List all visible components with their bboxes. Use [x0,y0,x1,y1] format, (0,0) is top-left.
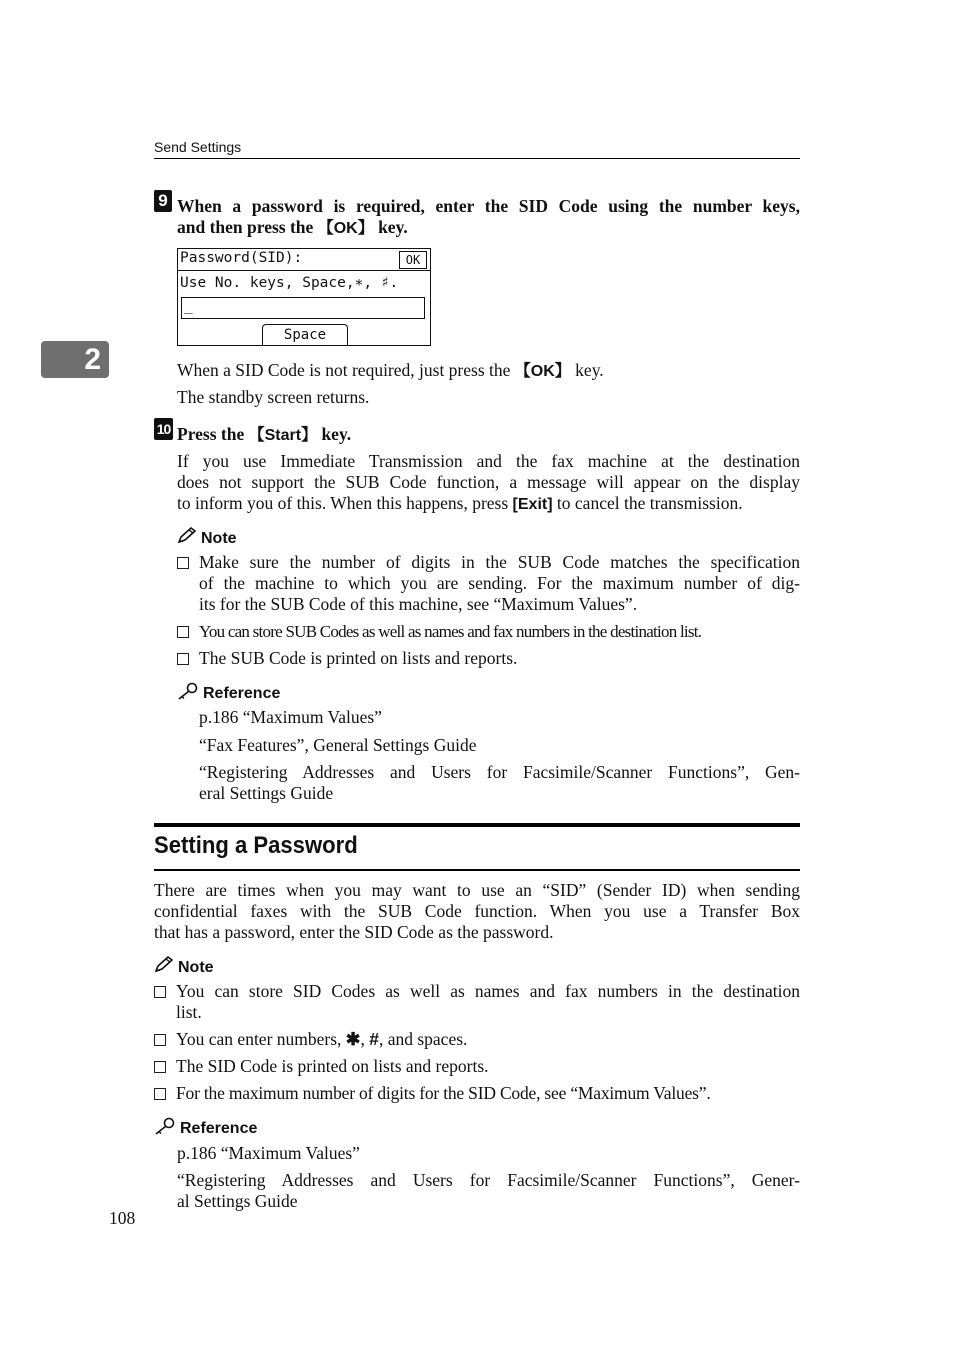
key-icon [154,1117,176,1135]
lcd-cursor: _ [184,298,193,314]
section-paragraph [154,880,800,943]
note-heading-2 [154,956,214,977]
pencil-icon [177,527,197,545]
note1-item-1 [177,552,800,615]
note2-item-3-text: The SID Code is printed on lists and reports. [176,1056,489,1076]
step10-para-line3 [177,493,800,515]
reference-heading-1-text: Reference [203,685,281,702]
checkbox-icon [154,986,166,998]
step-number-9: 9 [154,190,172,212]
exit-key-label: [Exit] [512,496,553,513]
section-para-l3: that has a password, enter the SID Code as the password. [154,922,554,942]
lcd-space-button[interactable]: Space [262,324,348,345]
note2-item-1 [154,981,800,1023]
reference2-link-2[interactable] [177,1170,800,1212]
note1-item-3-text: The SUB Code is printed on lists and reports. [199,648,518,668]
section-para-l2: confidential faxes with the SUB Code function. When you use a Transfer Box [154,901,800,921]
lcd-display [177,248,431,346]
section-title: Setting a Password [154,832,358,859]
start-key-label: 【Start】 [248,427,318,444]
note-heading-2-text: Note [178,959,214,976]
checkbox-icon [177,653,189,665]
lcd-title-row [178,249,430,271]
reference1-link-3-l1: “Registering Addresses and Users for Facsimile/Scanner Functions”, Gen- [199,762,800,782]
step9-note-line1 [177,360,604,382]
reference1-link-2[interactable]: “Fax Features”, General Settings Guide [199,735,477,755]
note-heading-1 [177,527,237,548]
step9-note-line2: The standby screen returns. [177,387,370,407]
step9-after-post: key. [570,360,604,380]
step10-para-line3-pre: to inform you of this. When this happens, press [177,493,513,513]
chapter-tab: 2 [41,341,109,378]
step10-post: key. [317,424,352,444]
note2-item-1-text [176,981,800,1023]
note2-item-2-mid: , [360,1029,370,1049]
note1-item-1-l3: its for the SUB Code of this machine, see “Maximum Values”. [199,594,638,614]
checkbox-icon [154,1061,166,1073]
reference2-link-2-l2: al Settings Guide [177,1191,298,1211]
note2-item-2-post: , and spaces. [378,1029,468,1049]
reference1-link-3-l2: eral Settings Guide [199,783,334,803]
checkbox-icon [177,626,189,638]
note1-item-2-text: You can store SUB Codes as well as names and fax numbers in the destination list. [199,622,702,641]
note2-item-2 [154,1029,800,1050]
note2-item-1-l2: list. [176,1002,202,1022]
reference1-link-1[interactable]: p.186 “Maximum Values” [199,707,382,727]
star-key-icon: ✱ [345,1029,361,1049]
checkbox-icon [154,1034,166,1046]
reference-heading-1 [177,682,280,703]
note1-item-3 [177,648,800,669]
reference2-link-2-l1: “Registering Addresses and Users for Facsimile/Scanner Functions”, Gener- [177,1170,800,1190]
step10-para-line2: does not support the SUB Code function, a message will appear on the display [177,472,800,492]
running-head: Send Settings [154,139,242,155]
checkbox-icon [177,557,189,569]
step9-line1: When a password is required, enter the SID Code using the number keys, [177,196,800,216]
note2-item-4-text: For the maximum number of digits for the SID Code, see “Maximum Values”. [176,1083,711,1103]
note2-item-2-pre: You can enter numbers, [176,1029,346,1049]
note2-item-2-text [176,1029,467,1050]
note1-item-2 [177,621,800,642]
lcd-ok-button[interactable]: OK [399,251,427,269]
header-rule [154,158,800,159]
ok-key-label-2: 【OK】 [514,363,571,380]
reference1-link-3[interactable] [199,762,800,804]
note2-item-4 [154,1083,800,1104]
step9-line2-post: key. [373,217,408,237]
step10-para-line1: If you use Immediate Transmission and the fax machine at the destination [177,451,800,471]
note1-item-1-text [199,552,800,615]
step10-pre: Press the [177,424,249,444]
note-heading-1-text: Note [201,530,237,547]
checkbox-icon [154,1088,166,1100]
reference-heading-2 [154,1117,257,1138]
section-bottom-rule [154,869,800,871]
step9-after-pre: When a SID Code is not required, just press the [177,360,515,380]
step9-line2-pre: and then press the [177,217,318,237]
lcd-title: Password(SID): [180,250,303,266]
reference2-link-1[interactable]: p.186 “Maximum Values” [177,1143,360,1163]
hash-key-icon: # [369,1029,379,1049]
lcd-hint: Use No. keys, Space,∗, ♯. [180,275,399,291]
lcd-password-field[interactable] [181,297,425,319]
section-top-bar [154,823,800,827]
note2-item-1-l1: You can store SID Codes as well as names and fax numbers in the destination [176,981,800,1001]
section-para-l1: There are times when you may want to use an “SID” (Sender ID) when sending [154,880,800,900]
note1-item-1-l1: Make sure the number of digits in the SUB Code matches the specification [199,552,800,572]
ok-key-label: 【OK】 [317,220,374,237]
step-number-10: 10 [154,418,173,440]
step10-instruction [177,424,351,446]
step10-paragraph [177,451,800,515]
step10-para-line3-post: to cancel the transmission. [552,493,743,513]
key-icon [177,682,199,700]
step9-instruction [177,196,800,239]
step9-line2 [177,217,800,239]
reference-heading-2-text: Reference [180,1120,258,1137]
note2-item-3 [154,1056,800,1077]
note1-item-1-l2: of the machine to which you are sending. For the maximum number of dig- [199,573,800,593]
page-number: 108 [109,1208,136,1228]
pencil-icon [154,956,174,974]
